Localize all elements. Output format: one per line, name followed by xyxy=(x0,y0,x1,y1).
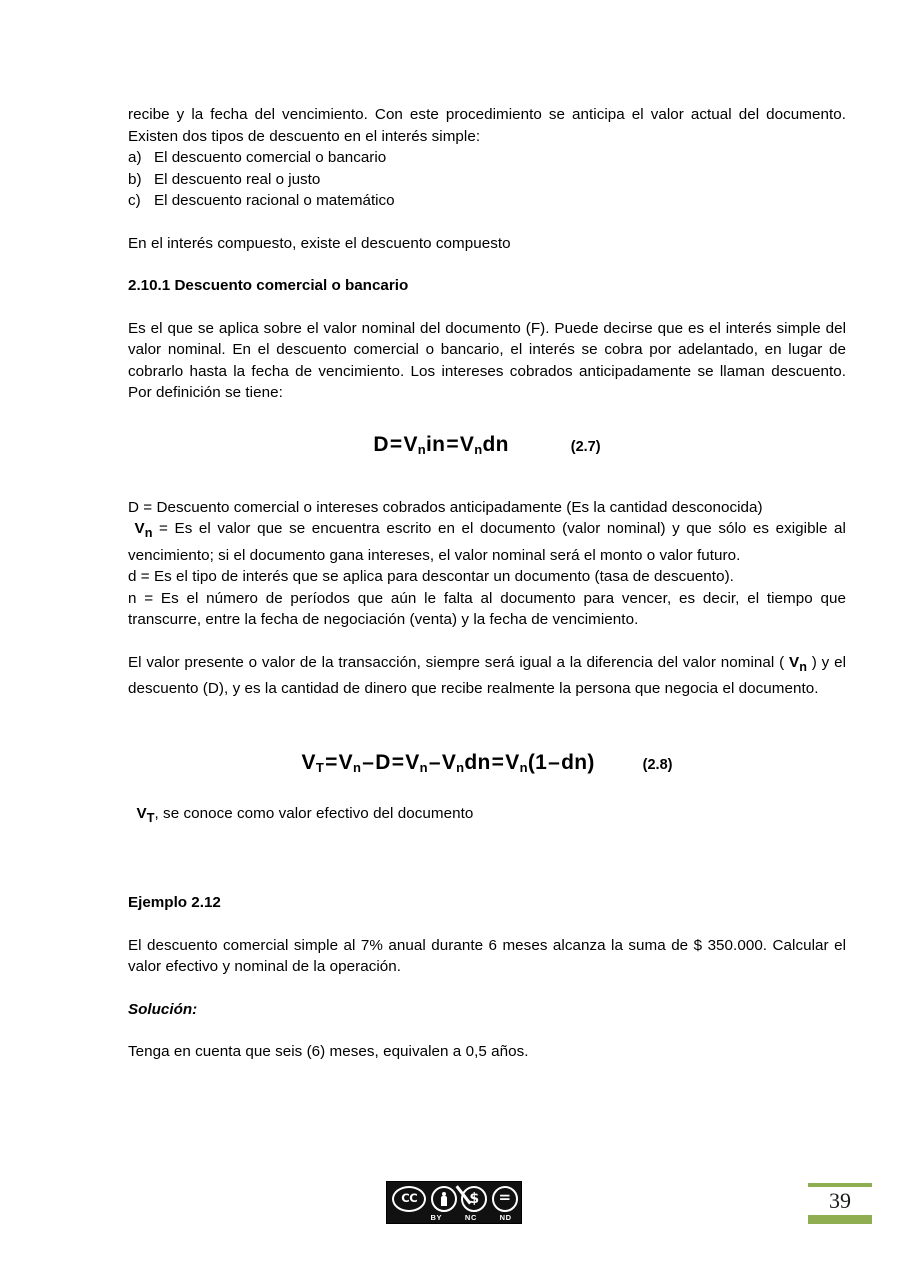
formula-operator-minus3: – xyxy=(548,750,561,774)
cc-term-nd: ND xyxy=(499,1213,512,1222)
spacer xyxy=(128,700,846,742)
formula-subscript-t: T xyxy=(315,759,325,775)
definition-vn xyxy=(128,518,846,566)
present-value-paragraph xyxy=(128,652,846,700)
formula-term-v1: V xyxy=(338,750,353,774)
formula-term-dn: dn xyxy=(482,432,509,456)
formula-2-7-number: (2.7) xyxy=(570,438,601,455)
formula-term-v4: V xyxy=(505,750,520,774)
definition-vn-text: = Es el valor que se encuentra escrito en el documento (valor nominal) y que sólo es exigible al vencimiento; si el documento gana intereses, el valor nominal será el monto o valor futuro. xyxy=(128,520,846,564)
formula-term-v1: V xyxy=(403,432,418,456)
list-item xyxy=(128,169,846,191)
formula-operator-minus2: – xyxy=(428,750,441,774)
list-item-label: El descuento real o justo xyxy=(154,170,321,188)
symbol-subscript-t: T xyxy=(146,810,155,825)
formula-2-8 xyxy=(128,750,846,776)
formula-term-dn: dn xyxy=(464,750,491,774)
formula-subscript-n2: n xyxy=(474,442,483,458)
symbol-v: V xyxy=(134,520,145,537)
section-heading-2-10-1: 2.10.1 Descuento comercial o bancario xyxy=(128,277,409,294)
spacer xyxy=(128,871,846,892)
spacer xyxy=(128,1020,846,1041)
formula-operator-equals: = xyxy=(389,432,403,456)
formula-term-open: (1 xyxy=(527,750,548,774)
definition-d-capital: D = Descuento comercial o intereses cobrados anticipadamente (Es la cantidad desconocida) xyxy=(128,498,763,516)
list-marker: b) xyxy=(128,170,142,188)
cc-term-nc: NC xyxy=(464,1213,477,1222)
spacer xyxy=(128,212,846,233)
spacer xyxy=(128,254,846,275)
list-item xyxy=(128,190,846,212)
nc-nocommercial-icon xyxy=(461,1186,487,1212)
formula-term-in: in xyxy=(426,432,446,456)
formula-subscript-n4: n xyxy=(519,760,528,776)
formula-operator-equals2: = xyxy=(446,432,459,456)
list-marker: a) xyxy=(128,149,142,166)
vt-note xyxy=(128,803,846,830)
formula-2-7 xyxy=(128,432,846,458)
spacer xyxy=(128,455,846,497)
cc-term-by: BY xyxy=(430,1213,443,1222)
formula-term-vt: V xyxy=(301,750,316,774)
symbol-subscript-n: n xyxy=(144,526,153,541)
formula-term-v2: V xyxy=(405,750,420,774)
spacer xyxy=(128,978,846,999)
spacer xyxy=(128,914,846,935)
present-value-text-part2: ) y el descuento (D), y es la cantidad de dinero que recibe realmente la persona que negocia el documento. xyxy=(128,653,847,698)
definition-n-lower: n = Es el número de períodos que aún le falta al documento para vencer, es decir, el tiempo que transcurre, entre la fecha de negociación (venta) y la fecha de vencimiento. xyxy=(128,589,846,629)
formula-term-close: dn) xyxy=(561,750,595,774)
document-content xyxy=(128,104,846,1063)
list-item xyxy=(128,147,846,169)
nd-noderivatives-icon xyxy=(492,1186,518,1212)
cc-icon xyxy=(392,1186,426,1212)
present-value-text-part1: El valor presente o valor de la transacción, siempre será igual a la diferencia del valor nominal ( xyxy=(128,653,789,671)
by-person-icon xyxy=(431,1186,457,1212)
definition-d-lower: d = Es el tipo de interés que se aplica para descontar un documento (tasa de descuento). xyxy=(128,568,734,586)
solution-heading: Solución: xyxy=(128,1000,198,1018)
formula-2-8-number: (2.8) xyxy=(642,756,673,773)
symbol-v: V xyxy=(789,653,800,671)
example-heading: Ejemplo 2.12 xyxy=(128,894,221,912)
formula-term-v2: V xyxy=(459,432,475,456)
cc-icon-label: CC xyxy=(401,1190,418,1205)
page-number-rule-bottom xyxy=(808,1215,872,1224)
spacer xyxy=(128,297,846,318)
spacer xyxy=(128,773,846,803)
nc-slash xyxy=(456,1185,472,1204)
solution-paragraph: Tenga en cuenta que seis (6) meses, equivalen a 0,5 años. xyxy=(128,1043,529,1061)
page-number-block xyxy=(806,1183,874,1224)
formula-term-d: D xyxy=(373,432,389,456)
spacer xyxy=(128,404,846,434)
page-number: 39 xyxy=(829,1188,851,1213)
formula-operator-equals1: = xyxy=(325,750,338,774)
section-paragraph: Es el que se aplica sobre el valor nominal del documento (F). Puede decirse que es el interés simple del valor nominal. En el descuento comercial o bancario, el interés se cobra por adelantado, en lugar de cobrarlo hasta la fecha de vencimiento. Los intereses cobrados anticipadamente se llaman descuento. Por definición se tiene: xyxy=(128,319,846,401)
formula-2-8-expression xyxy=(301,750,595,776)
formula-operator-equals2: = xyxy=(391,750,405,774)
cc-icon-row xyxy=(387,1184,523,1213)
cc-terms-row xyxy=(387,1212,523,1223)
intro-paragraph: recibe y la fecha del vencimiento. Con este procedimiento se anticipa el valor actual del documento. Existen dos tipos de descuento en el interés simple: xyxy=(128,106,846,145)
formula-subscript-n3: n xyxy=(456,760,465,776)
formula-subscript-n1: n xyxy=(417,442,427,458)
by-person-body xyxy=(441,1196,447,1206)
vt-note-text: , se conoce como valor efectivo del documento xyxy=(154,804,474,822)
list-item-label: El descuento comercial o bancario xyxy=(154,149,387,166)
list-marker: c) xyxy=(128,192,141,209)
formula-subscript-n2: n xyxy=(419,760,428,776)
formula-term-v3: V xyxy=(441,750,457,774)
spacer xyxy=(128,631,846,652)
formula-2-7-expression xyxy=(373,432,509,458)
list-item-label: El descuento racional o matemático xyxy=(154,192,395,209)
symbol-subscript-n: n xyxy=(799,659,807,674)
formula-operator-minus1: – xyxy=(362,750,375,774)
symbol-v: V xyxy=(136,804,147,822)
example-paragraph: El descuento comercial simple al 7% anual durante 6 meses alcanza la suma de $ 350.000. Calcular el valor efectivo y nominal de la operación. xyxy=(128,936,846,976)
nc-dollar-glyph: $ xyxy=(469,1192,479,1206)
nd-equals-glyph: = xyxy=(498,1188,512,1206)
creative-commons-badge xyxy=(386,1181,522,1224)
formula-subscript-n1: n xyxy=(352,760,362,776)
formula-operator-equals3: = xyxy=(491,750,505,774)
formula-term-d: D xyxy=(375,750,391,774)
spacer xyxy=(128,829,846,871)
compound-interest-note: En el interés compuesto, existe el descuento compuesto xyxy=(128,234,511,252)
